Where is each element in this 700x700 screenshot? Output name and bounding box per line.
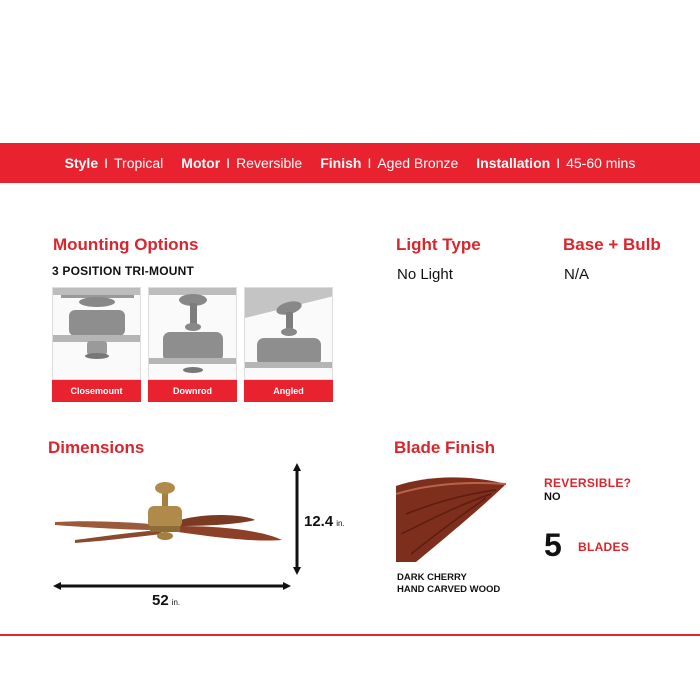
width-value: 52 in. [152,592,181,609]
light-type-title: Light Type [396,235,481,254]
spec-style: Style I Tropical [64,155,164,171]
spec-installation: Installation I 45-60 mins [476,155,636,171]
blade-finish-title: Blade Finish [394,438,496,457]
closemount-label: Closemount [52,380,141,402]
mounting-subtitle: 3 POSITION TRI-MOUNT [52,264,194,278]
closemount-illustration [52,287,141,380]
fan-dimensions-illustration [50,460,310,590]
mount-option-downrod [148,287,237,402]
base-bulb-title: Base + Bulb [563,235,661,254]
mounting-options-title: Mounting Options [53,235,199,254]
blade-finish-name: DARK CHERRY HAND CARVED WOOD [397,572,501,595]
blade-swatch-image [396,474,536,564]
mount-option-closemount [52,287,141,402]
spec-motor: Motor I Reversible [181,155,303,171]
mount-option-angled [244,287,333,402]
spec-finish: Finish I Aged Bronze [320,155,459,171]
width-dimension-line [53,581,291,591]
angled-illustration [244,287,333,380]
bottom-divider [0,634,700,636]
angled-label: Angled [244,380,333,402]
spec-banner [0,143,700,183]
reversible-question: REVERSIBLE? [544,476,632,490]
height-value: 12.4 in. [304,513,345,530]
reversible-answer: NO [544,491,561,503]
dimensions-title: Dimensions [48,438,145,457]
blade-count-label: BLADES [578,540,630,554]
light-type-value: No Light [397,266,453,283]
downrod-illustration [148,287,237,380]
downrod-label: Downrod [148,380,237,402]
base-bulb-value: N/A [564,266,590,283]
height-dimension-line [292,463,302,575]
blade-count: 5 [544,527,562,563]
